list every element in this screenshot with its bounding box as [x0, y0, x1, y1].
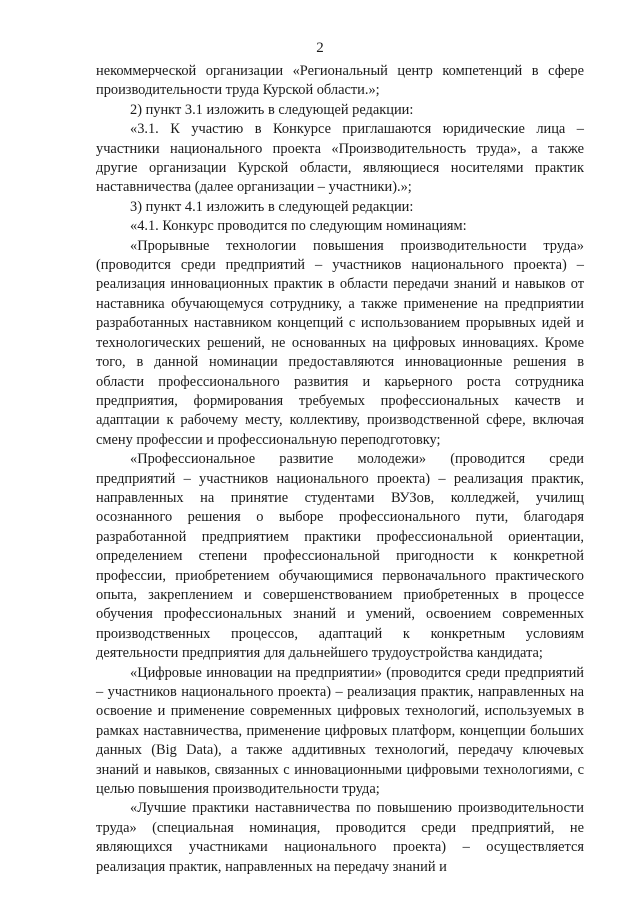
paragraph-nomination-youth: «Профессиональное развитие молодежи» (проводится среди предприятий – участников национального проекта) – реализация практик, направленных на принятие студентами ВУЗов, колледжей, училищ осознанного решения о выборе профессионального пути, благодаря разработанной предприятием практики профессиональной ориентации, определением степени профессиональной пригодности к конкретной профессии, приобретением обучающимися первоначального практического опыта, закреплением и совершенствованием приобретенных в процессе обучения профессиональных знаний и умений, освоением современных производственных процессов, адаптаций к конкретным условиям деятельности предприятия для дальнейшего трудоустройства кандидата;: [96, 451, 584, 662]
paragraph-item-2: 2) пункт 3.1 изложить в следующей редакции:: [130, 101, 414, 118]
paragraph-nomination-breakthrough: «Прорывные технологии повышения производительности труда» (проводится среди предприятий – участников национального проекта) – реализация инновационных практик в области передачи знаний и навыков от наставника обучающемуся сотруднику, а также применение на предприятии разработанных наставником концепций с использованием прорывных идей и технологических решений, не основанных на цифровых инновациях. Кроме того, в данной номинации предоставляются инновационные решения в области профессионального развития и карьерного роста сотрудника предприятия, формирования требуемых профессиональных качеств и адаптации к рабочему месту, коллективу, производственной сфере, включая смену профессии и профессиональную переподготовку;: [96, 237, 584, 448]
paragraph-clause-3-1: «3.1. К участию в Конкурсе приглашаются юридические лица – участники национального проекта «Производительность труда», а также другие организации Курской области, являющиеся носителями практик наставничества (далее организации – участники).»;: [96, 121, 584, 196]
paragraph-clause-4-1: «4.1. Конкурс проводится по следующим номинациям:: [130, 218, 467, 235]
paragraph-nomination-digital: «Цифровые инновации на предприятии» (проводится среди предприятий – участников национального проекта) – реализация практик, направленных на освоение и применение современных цифровых технологий, используемых в рамках наставничества, применение цифровых платформ, концепции больших данных (Big Data), а также аддитивных технологий, передачу ключевых знаний и навыков, связанных с инновационными цифровыми технологиями, с целью повышения производительности труда;: [96, 664, 584, 798]
paragraph-continuation: некоммерческой организации «Региональный центр компетенций в сфере производительности труда Курской области.»;: [96, 63, 584, 99]
document-body: [96, 62, 584, 877]
paragraph-item-3: 3) пункт 4.1 изложить в следующей редакции:: [130, 198, 414, 215]
page-number: 2: [316, 40, 324, 56]
paragraph-nomination-best-practices: «Лучшие практики наставничества по повышению производительности труда» (специальная номинация, проводится среди предприятий, не являющихся участниками национального проекта) – осуществляется реализация практик, направленных на передачу знаний и: [96, 800, 584, 875]
